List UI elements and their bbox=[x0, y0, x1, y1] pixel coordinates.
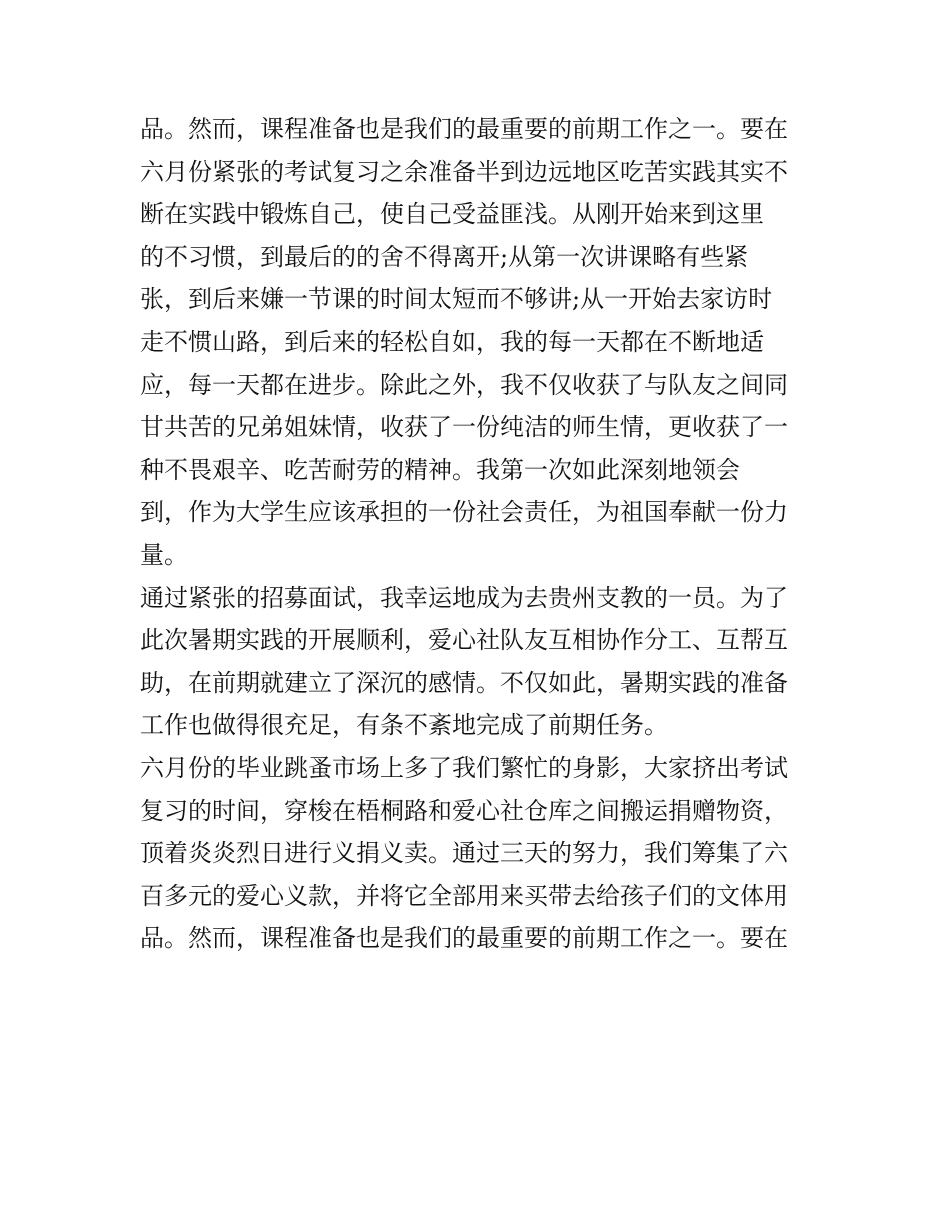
text-line: 张，到后来嫌一节课的时间太短而不够讲;从一开始去家访时 bbox=[140, 285, 773, 314]
text-line: 通过紧张的招募面试，我幸运地成为去贵州支教的一员。为了 bbox=[140, 583, 788, 612]
text-line: 品。然而，课程准备也是我们的最重要的前期工作之一。要在 bbox=[140, 115, 788, 143]
text-line: 助，在前期就建立了深沉的感情。不仅如此，暑期实践的准备 bbox=[140, 668, 788, 697]
document-body bbox=[140, 108, 820, 960]
text-line: 甘共苦的兄弟姐妹情，收获了一份纯洁的师生情，更收获了一 bbox=[140, 413, 788, 442]
text-line: 量。 bbox=[140, 540, 188, 569]
text-line: 的不习惯，到最后的的舍不得离开;从第一次讲课略有些紧 bbox=[140, 242, 749, 271]
text-line: 百多元的爱心义款，并将它全部用来买带去给孩子们的文体用 bbox=[140, 881, 788, 910]
text-line: 走不惯山路，到后来的轻松自如，我的每一天都在不断地适 bbox=[140, 327, 764, 356]
text-line: 断在实践中锻炼自己，使自己受益匪浅。从刚开始来到这里 bbox=[140, 200, 764, 229]
text-line: 到，作为大学生应该承担的一份社会责任，为祖国奉献一份力 bbox=[140, 498, 788, 527]
text-line: 顶着炎炎烈日进行义捐义卖。通过三天的努力，我们筹集了六 bbox=[140, 839, 788, 868]
text-line: 六月份紧张的考试复习之余准备半到边远地区吃苦实践其实不 bbox=[140, 157, 788, 186]
text-line: 工作也做得很充足，有条不紊地完成了前期任务。 bbox=[140, 711, 668, 740]
text-line: 应，每一天都在进步。除此之外，我不仅收获了与队友之间同 bbox=[140, 370, 788, 399]
text-line: 此次暑期实践的开展顺利，爱心社队友互相协作分工、互帮互 bbox=[140, 626, 788, 655]
text-line: 六月份的毕业跳蚤市场上多了我们繁忙的身影，大家挤出考试 bbox=[140, 753, 788, 782]
text-line: 种不畏艰辛、吃苦耐劳的精神。我第一次如此深刻地领会 bbox=[140, 455, 740, 484]
text-line: 品。然而，课程准备也是我们的最重要的前期工作之一。要在 bbox=[140, 924, 788, 953]
text-line: 复习的时间，穿梭在梧桐路和爱心社仓库之间搬运捐赠物资， bbox=[140, 796, 788, 825]
